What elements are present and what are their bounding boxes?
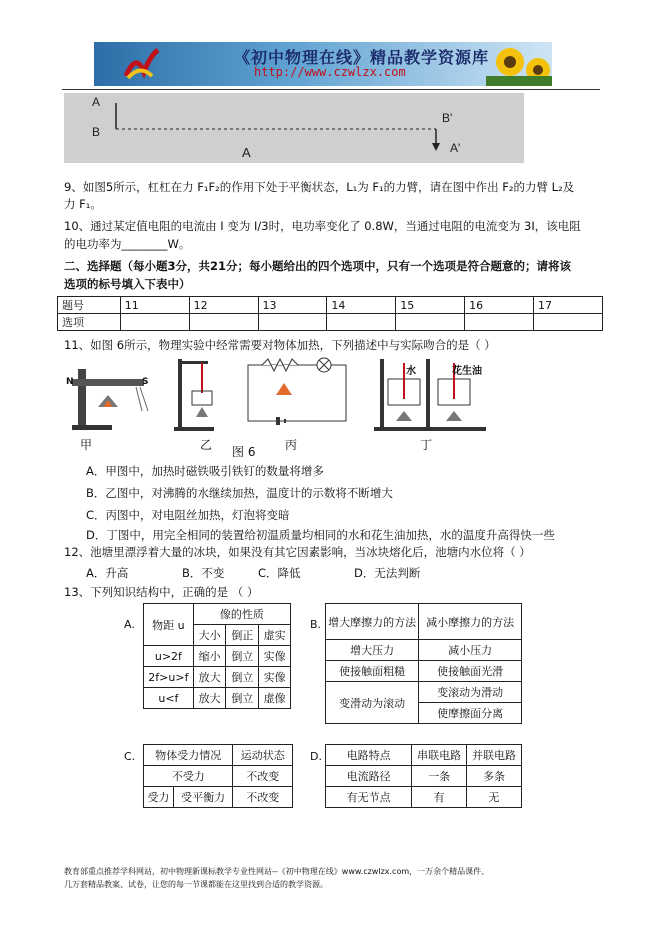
table-cell: 缩小 xyxy=(193,646,226,667)
table-cell: 倒正 xyxy=(226,625,259,646)
q13-option-d-letter[interactable]: D. xyxy=(310,750,322,763)
fig5-label-b: B xyxy=(92,125,101,139)
q13-table-a xyxy=(143,603,291,709)
table-cell: 11 xyxy=(120,297,189,314)
table-cell: 像的性质 xyxy=(193,604,290,625)
answer-table-row-number xyxy=(58,297,603,314)
apparatus-yi xyxy=(174,359,214,431)
table-cell: 变滚动为滑动 xyxy=(419,682,522,703)
q10-line1: 10、通过某定值电阻的电流由 I 变为 I/3时，电功率变化了 0.8W，当通过电阻的电流变为 3I，该电阻 xyxy=(64,219,581,233)
footer-line2: 几万套精品教案、试卷，让您的每一节课都能在这里找到合适的教学资源。 xyxy=(64,880,328,889)
answer-cell[interactable] xyxy=(396,314,465,331)
q13-option-b-letter[interactable]: B. xyxy=(310,618,322,631)
table-row xyxy=(144,646,291,667)
table-cell: 倒立 xyxy=(226,646,259,667)
table-cell: 不改变 xyxy=(233,787,293,808)
fig6-label-n: N xyxy=(66,377,74,387)
table-cell: 实像 xyxy=(259,646,291,667)
q13-table-c xyxy=(143,744,293,808)
table-row xyxy=(326,787,522,808)
q9-line1: 9、如图5所示，杠杠在力 F₁F₂的作用下处于平衡状态，L₁为 F₁的力臂，请在图中作出 F₂的力臂 L₂及 xyxy=(64,180,575,194)
figure-6-drawings xyxy=(62,355,502,433)
table-cell: 物体受力情况 xyxy=(144,745,233,766)
table-cell: 增大摩擦力的方法 xyxy=(326,604,419,640)
logo-icon xyxy=(122,46,162,82)
answer-cell[interactable] xyxy=(120,314,189,331)
fig5-label-a2: A' xyxy=(450,141,461,155)
q12-option-d[interactable]: D．无法判断 xyxy=(354,566,421,580)
table-cell: 题号 xyxy=(58,297,121,314)
table-cell: 使接触面粗糙 xyxy=(326,661,419,682)
q12-option-a[interactable]: A．升高 xyxy=(86,566,129,580)
table-row xyxy=(144,766,293,787)
q12-option-c[interactable]: C．降低 xyxy=(258,566,301,580)
q11-option-c[interactable]: C．丙图中，对电阻丝加热，灯泡将变暗 xyxy=(86,508,290,522)
table-cell: u>2f xyxy=(144,646,194,667)
table-cell: 大小 xyxy=(193,625,226,646)
table-cell: 串联电路 xyxy=(412,745,467,766)
table-cell: 减小摩擦力的方法 xyxy=(419,604,522,640)
fig6-label-yi: 乙 xyxy=(200,438,213,452)
q13-stem: 13、下列知识结构中，正确的是 （ ） xyxy=(64,585,259,599)
q13-option-a-letter[interactable]: A. xyxy=(124,618,135,631)
sunflower-icon xyxy=(486,42,552,86)
fig6-label-jia: 甲 xyxy=(80,438,93,452)
q11-stem: 11、如图 6所示，物理实验中经常需要对物体加热，下列描述中与实际吻合的是（ ） xyxy=(64,338,496,352)
table-cell: 17 xyxy=(534,297,603,314)
table-cell: 选项 xyxy=(58,314,121,331)
q13-option-c-letter[interactable]: C. xyxy=(124,750,136,763)
fig6-label-s: S xyxy=(142,377,149,387)
answer-table xyxy=(57,296,603,331)
answer-cell[interactable] xyxy=(258,314,327,331)
banner-url[interactable]: http://www.czwlzx.com xyxy=(254,65,406,79)
table-row xyxy=(144,745,293,766)
apparatus-bing xyxy=(248,358,346,425)
table-cell: 倒立 xyxy=(226,688,259,709)
table-cell: 使接触面光滑 xyxy=(419,661,522,682)
table-row xyxy=(326,766,522,787)
fig5-label-center: A xyxy=(242,145,251,160)
table-cell: 16 xyxy=(465,297,534,314)
table-cell: 虚实 xyxy=(259,625,291,646)
answer-cell[interactable] xyxy=(327,314,396,331)
table-cell: 13 xyxy=(258,297,327,314)
table-row xyxy=(144,604,291,625)
table-cell: 减小压力 xyxy=(419,640,522,661)
table-cell: 12 xyxy=(189,297,258,314)
q12-stem: 12、池塘里漂浮着大量的冰块，如果没有其它因素影响，当冰块熔化后，池塘内水位将（ ） xyxy=(64,545,531,559)
table-cell: 放大 xyxy=(193,688,226,709)
answer-cell[interactable] xyxy=(534,314,603,331)
table-cell: 2f>u>f xyxy=(144,667,194,688)
table-cell: 变滑动为滚动 xyxy=(326,682,419,724)
fig6-label-oil: 花生油 xyxy=(452,366,482,377)
table-cell: 倒立 xyxy=(226,667,259,688)
table-cell: 放大 xyxy=(193,667,226,688)
banner-title: 《初中物理在线》精品教学资源库 xyxy=(234,48,490,67)
q13-table-d xyxy=(325,744,522,808)
table-cell: 电路特点 xyxy=(326,745,412,766)
q12-option-b[interactable]: B．不变 xyxy=(182,566,225,580)
figure-5 xyxy=(64,93,524,163)
answer-cell[interactable] xyxy=(189,314,258,331)
section2-line1: 二、选择题（每小题3分，共21分；每小题给出的四个选项中，只有一个选项是符合题意的；请将该 xyxy=(64,259,571,273)
table-cell: 受力 xyxy=(144,787,174,808)
answer-table-row-option xyxy=(58,314,603,331)
q11-option-a[interactable]: A．甲图中，加热时磁铁吸引铁钉的数量将增多 xyxy=(86,464,324,478)
header-banner xyxy=(94,42,552,86)
table-row xyxy=(144,787,293,808)
table-row xyxy=(144,688,291,709)
table-row xyxy=(326,604,522,640)
table-cell: 并联电路 xyxy=(467,745,522,766)
q13-table-b xyxy=(325,603,522,724)
fig5-label-a: A xyxy=(92,95,101,109)
table-cell: 一条 xyxy=(412,766,467,787)
table-cell: 有 xyxy=(412,787,467,808)
table-row xyxy=(326,640,522,661)
table-cell: 使摩擦面分离 xyxy=(419,703,522,724)
table-cell: 虚像 xyxy=(259,688,291,709)
table-cell: 电流路径 xyxy=(326,766,412,787)
table-row xyxy=(144,667,291,688)
table-cell: u<f xyxy=(144,688,194,709)
header-rule xyxy=(62,89,600,90)
table-cell: 实像 xyxy=(259,667,291,688)
table-cell: 运动状态 xyxy=(233,745,293,766)
fig6-label-bing: 丙 xyxy=(285,438,298,452)
fig6-caption: 图 6 xyxy=(232,445,256,459)
q10-line2: 的电功率为________W。 xyxy=(64,237,191,251)
table-cell: 物距 u xyxy=(144,604,194,646)
table-cell: 不受力 xyxy=(144,766,233,787)
table-cell: 多条 xyxy=(467,766,522,787)
table-cell: 无 xyxy=(467,787,522,808)
table-cell: 14 xyxy=(327,297,396,314)
section2-line2: 选项的标号填入下表中） xyxy=(64,277,191,291)
footer-line1: 教育部重点推荐学科网站，初中物理新课标教学专业性网站--《初中物理在线》www.czwlzx.com，一万余个精品课件、 xyxy=(64,867,490,876)
table-cell: 有无节点 xyxy=(326,787,412,808)
apparatus-jia xyxy=(72,369,148,430)
table-row xyxy=(326,661,522,682)
fig6-label-water: 水 xyxy=(406,366,416,377)
table-row xyxy=(326,682,522,703)
table-row xyxy=(326,745,522,766)
table-cell: 受平衡力 xyxy=(173,787,233,808)
table-cell: 15 xyxy=(396,297,465,314)
table-cell: 增大压力 xyxy=(326,640,419,661)
answer-cell[interactable] xyxy=(465,314,534,331)
fig5-label-b2: B' xyxy=(442,111,453,125)
table-cell: 不改变 xyxy=(233,766,293,787)
q11-option-b[interactable]: B．乙图中，对沸腾的水继续加热，温度计的示数将不断增大 xyxy=(86,486,393,500)
q9-line2: 力 F₁。 xyxy=(64,197,102,211)
q11-option-d[interactable]: D．丁图中，用完全相同的装置给初温质量均相同的水和花生油加热，水的温度升高得快一些 xyxy=(86,528,555,542)
fig6-label-ding: 丁 xyxy=(420,438,433,452)
